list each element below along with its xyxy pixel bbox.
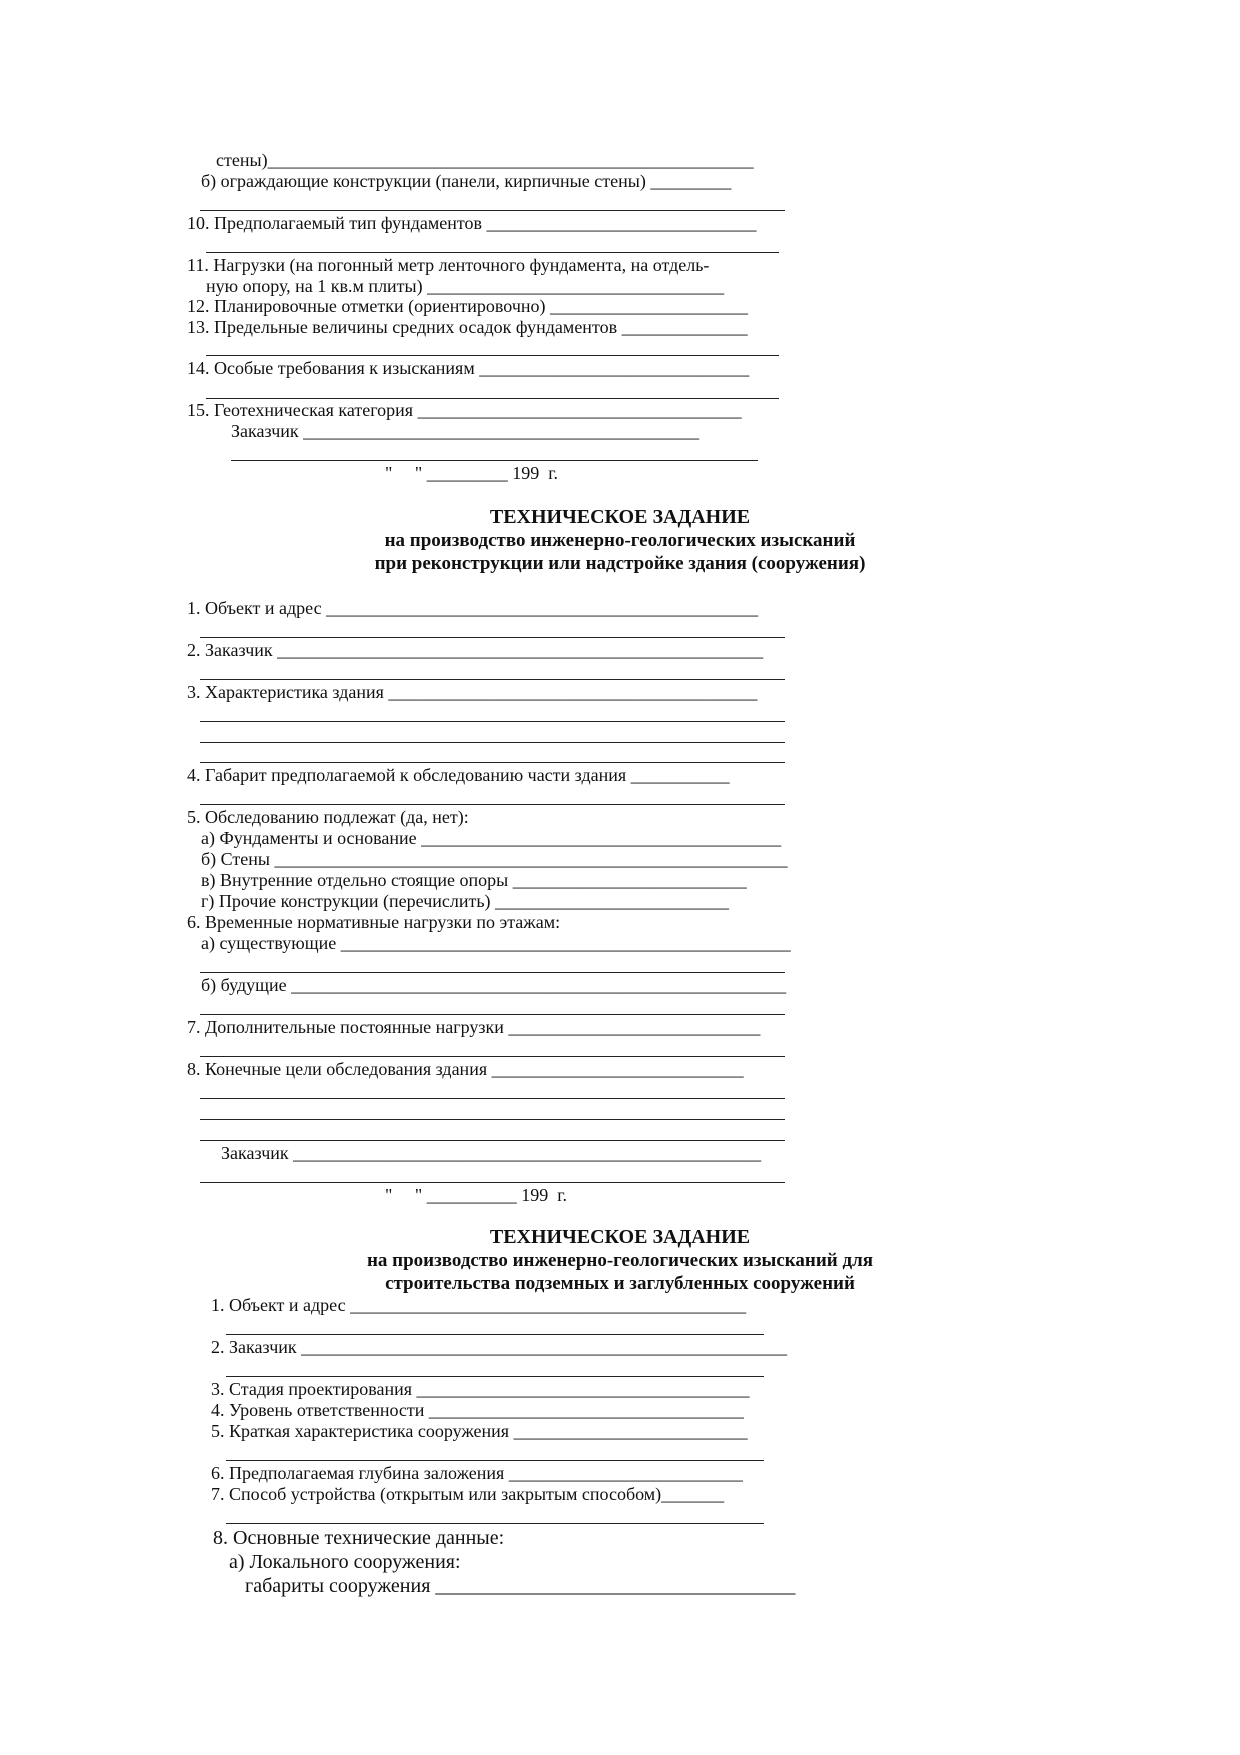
form-line: 6. Предполагаемая глубина заложения __________________________ [211,1463,743,1483]
date-line: " " __________ 199 г. [385,1185,568,1205]
form-line: 8. Конечные цели обследования здания ____________________________ [187,1059,744,1079]
form-line: б) Стены _________________________________________________________ [201,849,788,869]
section-title: ТЕХНИЧЕСКОЕ ЗАДАНИЕ [489,506,751,528]
form-line: б) ограждающие конструкции (панели, кирпичные стены) _________ [201,171,732,191]
form-line: а) существующие __________________________________________________ [201,933,791,953]
blank-line [226,1523,764,1524]
form-line: 1. Объект и адрес ____________________________________________ [211,1295,747,1315]
form-line: стены)______________________________________________________ [216,150,754,170]
form-line: 3. Характеристика здания _________________________________________ [187,682,758,702]
blank-line [200,1119,785,1120]
section-title: ТЕХНИЧЕСКОЕ ЗАДАНИЕ [489,1226,751,1248]
blank-line [231,460,758,461]
section-subtitle: на производство инженерно-геологических изысканий [384,530,856,551]
blank-line [200,210,785,211]
date-line: " " _________ 199 г. [385,463,559,483]
form-line: 14. Особые требования к изысканиям ______________________________ [187,358,750,378]
form-line: 15. Геотехническая категория ____________________________________ [187,400,742,420]
form-line: 7. Способ устройства (открытым или закрытым способом)_______ [211,1484,725,1504]
form-line: 11. Нагрузки (на погонный метр ленточного фундамента, на отдель- [187,255,710,275]
blank-line [226,1460,764,1461]
form-line: 12. Планировочные отметки (ориентировочно) ______________________ [187,296,749,316]
blank-line [200,679,785,680]
form-line: б) будущие _______________________________________________________ [201,975,787,995]
form-line: в) Внутренние отдельно стоящие опоры __________________________ [201,870,747,890]
form-line: 13. Предельные величины средних осадок фундаментов ______________ [187,317,748,337]
section-subtitle: строительства подземных и заглубленных сооружений [385,1273,855,1294]
form-line: 5. Обследованию подлежат (да, нет): [187,807,469,827]
blank-line [200,804,785,805]
blank-line [200,742,785,743]
form-line: 2. Заказчик ______________________________________________________ [187,640,764,660]
blank-line [200,1014,785,1015]
form-line: а) Фундаменты и основание ________________________________________ [201,828,782,848]
blank-line [200,1140,785,1141]
form-line: габариты сооружения ____________________________________ [245,1575,796,1597]
form-line: 1. Объект и адрес ________________________________________________ [187,598,759,618]
form-line: 5. Краткая характеристика сооружения __________________________ [211,1421,748,1441]
blank-line [200,637,785,638]
blank-line [206,398,779,399]
section-subtitle: на производство инженерно-геологических изысканий для [366,1250,874,1271]
customer-signature-line: Заказчик ____________________________________________________ [221,1143,762,1163]
blank-line [200,1182,785,1183]
form-line: г) Прочие конструкции (перечислить) __________________________ [201,891,730,911]
blank-line [200,721,785,722]
form-line: 6. Временные нормативные нагрузки по этажам: [187,912,561,932]
form-line: 4. Уровень ответственности ___________________________________ [211,1400,744,1420]
form-line: 4. Габарит предполагаемой к обследованию части здания ___________ [187,765,730,785]
blank-line [200,972,785,973]
blank-line [200,1098,785,1099]
blank-line [226,1376,764,1377]
blank-line [200,1056,785,1057]
form-line: 2. Заказчик ______________________________________________________ [211,1337,788,1357]
customer-signature-line: Заказчик ____________________________________________ [231,421,700,441]
form-line: 8. Основные технические данные: [213,1527,505,1549]
blank-line [206,252,779,253]
form-line: 10. Предполагаемый тип фундаментов ______________________________ [187,213,757,233]
form-line: ную опору, на 1 кв.м плиты) _________________________________ [206,276,725,296]
section-subtitle: при реконструкции или надстройке здания (сооружения) [374,553,866,574]
form-line: 7. Дополнительные постоянные нагрузки ____________________________ [187,1017,761,1037]
blank-line [200,762,785,763]
blank-line [206,355,779,356]
form-line: а) Локального сооружения: [229,1551,461,1573]
form-line: 3. Стадия проектирования _____________________________________ [211,1379,750,1399]
blank-line [226,1334,764,1335]
